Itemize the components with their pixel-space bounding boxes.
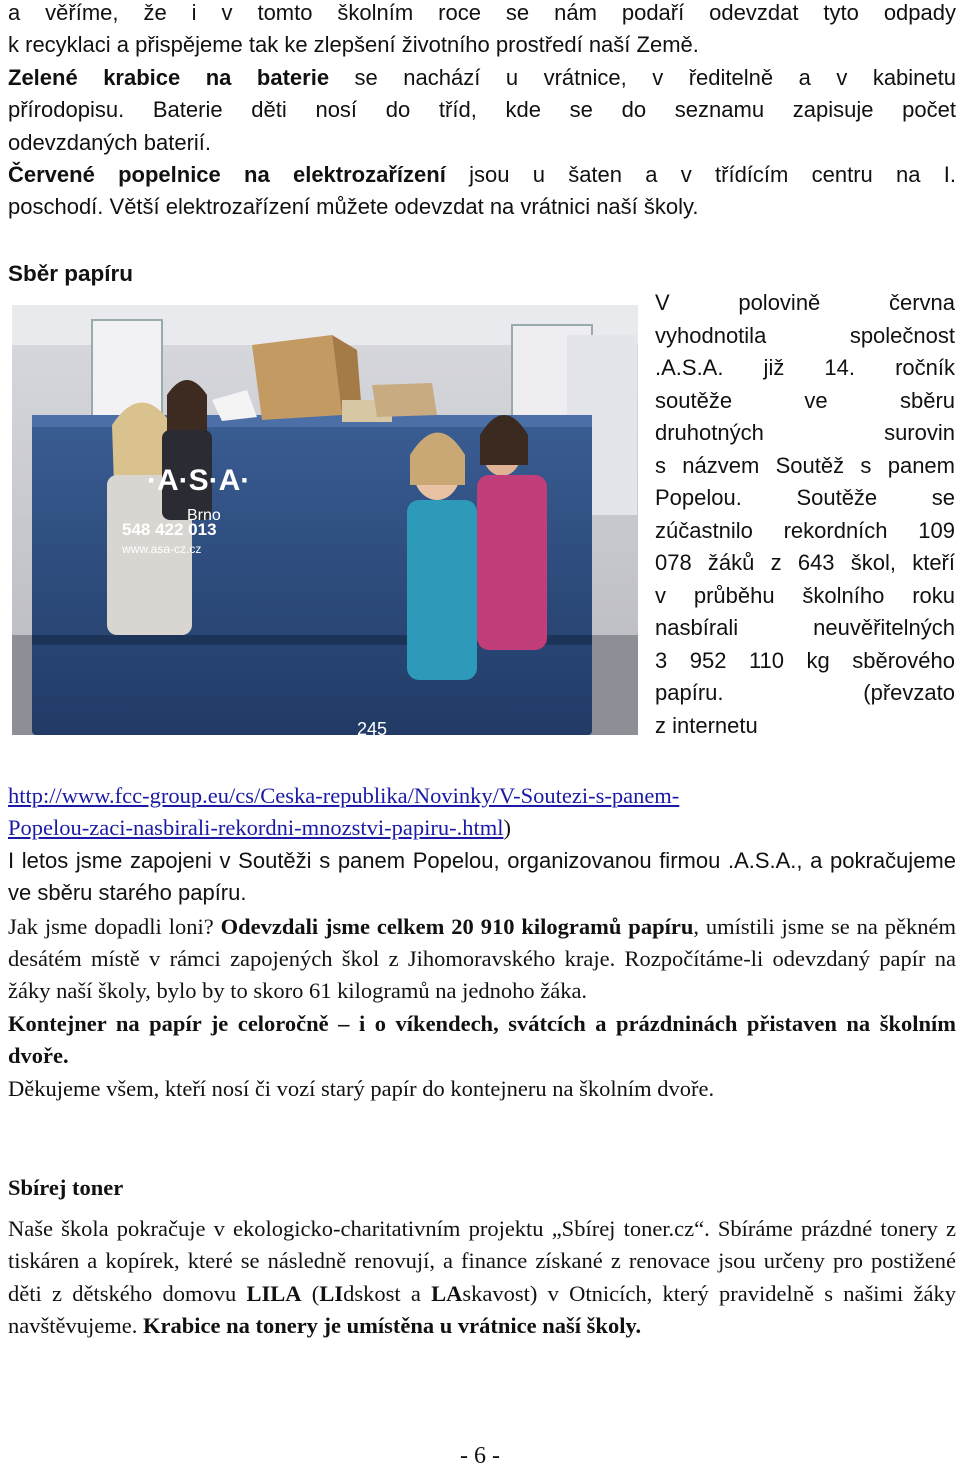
side-text-line: V polovině června [655,290,955,315]
page-number: - 6 - [460,1443,500,1469]
green-bins-label: Zelené krabice na baterie [8,64,330,90]
paper-collection-photo [12,305,638,735]
intro-line: k recyklaci a přispějeme tak ke zlepšení životního prostředí naší Země. [8,32,699,58]
intro-line: přírodopisu. Baterie děti nosí do tříd, kde se do seznamu zapisuje počet [8,97,956,123]
toner-paragraph [8,1213,956,1343]
container-city: Brno [187,507,221,524]
section-heading-toner: Sbírej toner [8,1175,124,1200]
intro-line: odevzdaných baterií. [8,129,212,155]
container-web: www.asa-cz.cz [122,542,202,556]
container-notice [8,1008,956,1073]
source-link-line [8,812,956,844]
link-close-paren: ) [503,815,511,841]
toner-text: skavost) v Otnicích, který pravidelně s našimi žáky navštěvujeme. [8,1280,956,1339]
side-text-line: .A.S.A. již 14. ročník [655,355,955,380]
side-text-line: v průběhu školního roku [655,582,955,608]
paper-result-paragraph [8,911,956,1008]
asa-logo: ·A·S·A· [147,464,251,497]
li-label: LI [319,1280,344,1306]
paper-photo-row [8,290,956,745]
source-link-continued[interactable]: Popelou-zaci-nasbirali-rekordni-mnozstvi-papiru-.html [8,815,504,841]
intro-line: poschodí. Větší elektrozařízení můžete odevzdat na vrátnici naší školy. [8,194,699,220]
red-bins-label: Červené popelnice na elektrozařízení [8,162,446,188]
intro-line: a věříme, že i v tomto školním roce se nám podaří odevzdat tyto odpady [8,0,956,25]
side-text-line: nasbírali neuvěřitelných [655,615,955,640]
toner-text: ( [301,1280,320,1306]
container-phone: 548 422 013 [122,520,217,539]
intro-text: se nachází u vrátnice, v ředitelně a v kabinetu [329,64,957,90]
intro-line [8,62,956,94]
toner-text: dskost a [343,1280,432,1306]
paper-total-highlight: Odevzdali jsme celkem 20 910 kilogramů papíru [220,913,694,939]
paper-text: Jak jsme dopadli loni? [8,913,221,939]
container-number: 245 [357,719,388,735]
intro-line [8,159,956,191]
side-text-line: papíru. (převzato [655,680,955,705]
section-heading-paper: Sběr papíru [8,261,134,286]
side-text-line: 3 952 110 kg sběrového [655,647,955,673]
photo-illustration [12,305,638,735]
side-text-line: zúčastnilo rekordních 109 [655,517,955,543]
source-link[interactable]: http://www.fcc-group.eu/cs/Ceska-republika/Novinky/V-Soutezi-s-panem- [8,783,680,808]
side-text-line: z internetu [655,712,758,738]
la-label: LA [431,1280,463,1306]
toner-box-notice: Krabice na tonery je umístěna u vrátnice naší školy. [142,1313,642,1339]
paper-text: , umístili jsme se na pěkném desátém místě v rámci zapojených škol z Jihomoravského kraje. Rozpočítáme-li odevzdaný papír na žáky naší školy, bylo by to skoro 61 kilogramů na jednoho žáka. [8,913,956,1004]
intro-text: jsou u šaten a v třídícím centru na I. [445,162,956,188]
side-text-line: Popelou. Soutěže se [655,485,955,510]
thanks-paragraph: Děkujeme všem, kteří nosí či vozí starý papír do kontejneru na školním dvoře. [8,1075,715,1101]
paper-paragraph: I letos jsme zapojeni v Soutěži s panem Popelou, organizovanou firmou .A.S.A., a pokračujeme ve sběru starého papíru. [8,847,956,906]
lila-label: LILA [246,1280,302,1306]
source-link-line [8,780,956,812]
paper-section-body [8,780,956,1105]
side-text-line: s názvem Soutěž s panem [655,452,955,478]
paper-side-text [655,287,955,742]
side-text-line: 078 žáků z 643 škol, kteří [655,550,955,575]
container-notice-text: Kontejner na papír je celoročně – i o víkendech, svátcích a prázdninách přistaven na školním dvoře. [8,1010,956,1069]
toner-text: Naše škola pokračuje v ekologicko-charitativním projektu „Sbírej toner.cz“. Sbíráme prázdné tonery z tiskáren a kopírek, které se následně renovují, a finance získané z renovace jsou určeny pro postižené děti z dětského domovu [8,1216,956,1306]
side-text-line: vyhodnotila společnost [655,322,955,348]
side-text-line: soutěže ve sběru [655,387,955,413]
side-text-line: druhotných surovin [655,420,955,445]
intro-paragraph [8,0,956,224]
